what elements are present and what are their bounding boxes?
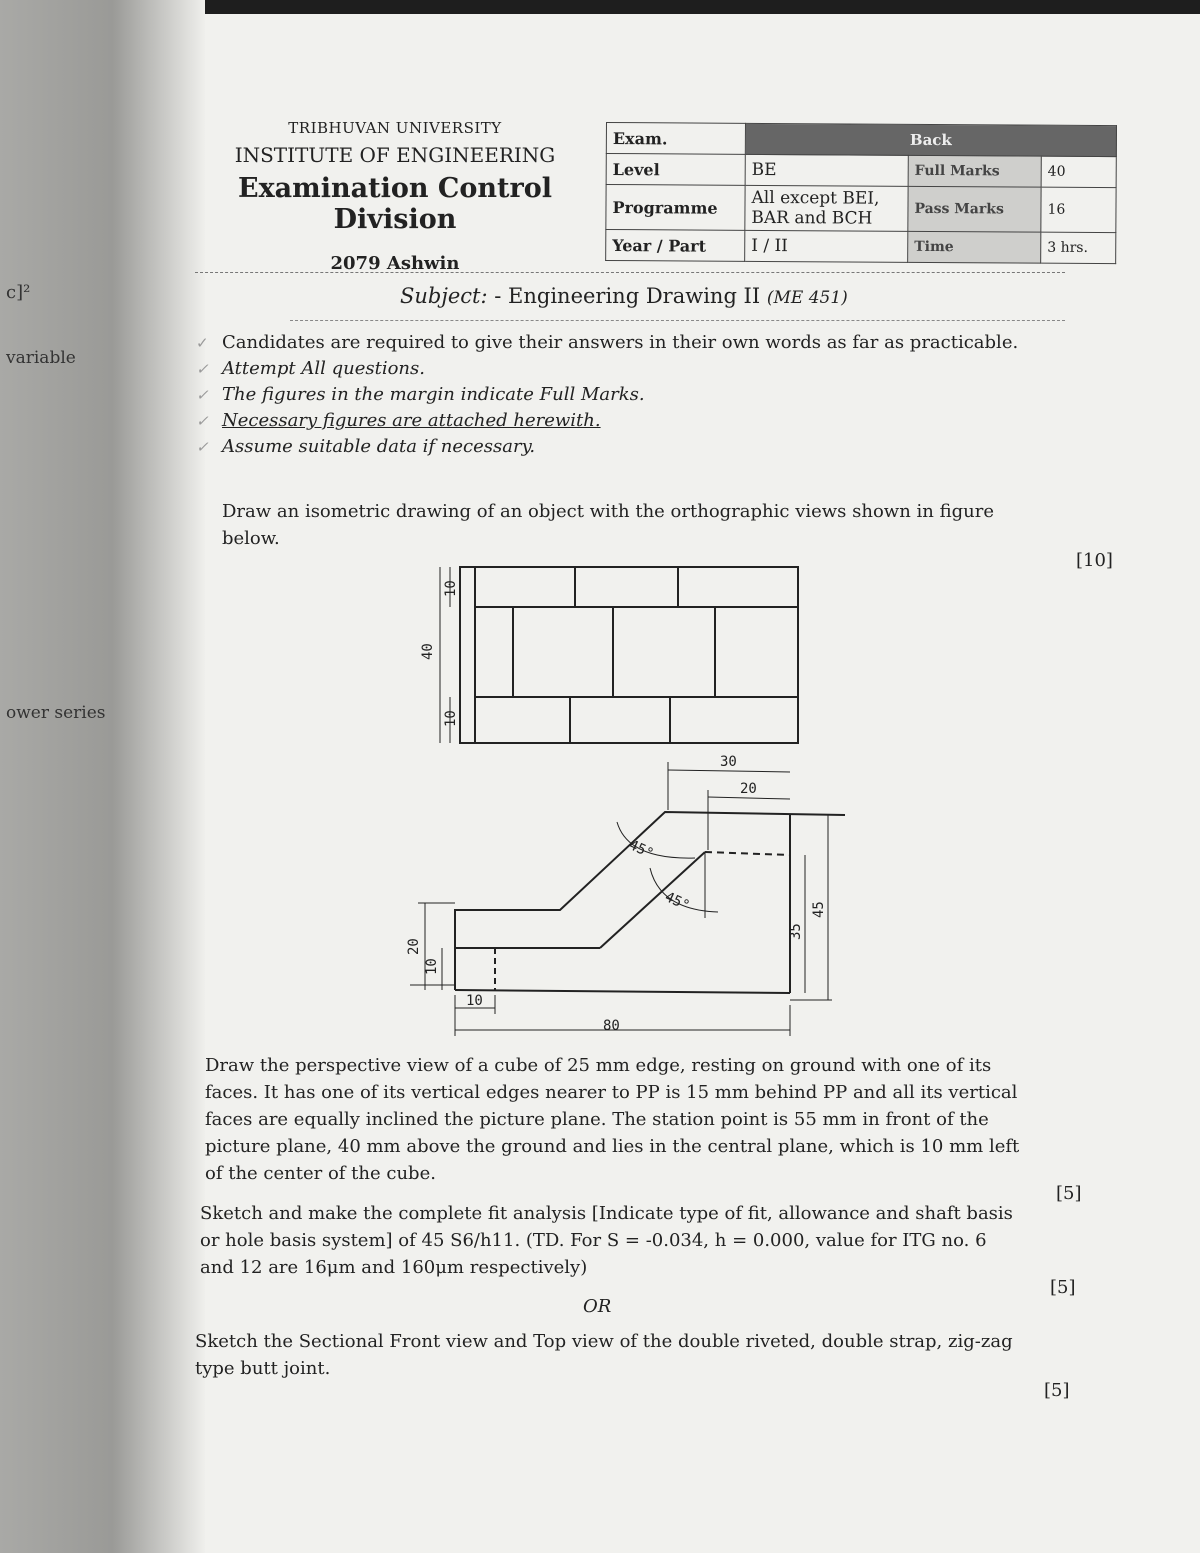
margin-fragment: c]² bbox=[6, 282, 31, 303]
instruction-item: ✓ Assume suitable data if necessary. bbox=[222, 434, 1042, 460]
year-part-value: I / II bbox=[745, 230, 908, 262]
dim-label: 30 bbox=[720, 754, 737, 770]
full-marks-label: Full Marks bbox=[908, 155, 1041, 187]
check-icon: ✓ bbox=[196, 334, 209, 352]
question-3: Sketch and make the complete fit analysis [Indicate type of fit, allowance and shaft basis or hole basis system] of 45 S6/h11. (TD. For S = -0.034, h = 0.000, value for ITG no. 6 and 12 are 16μm and 160μm respectively) bbox=[200, 1203, 1013, 1278]
exam-label: Exam. bbox=[606, 123, 745, 155]
dim-label: 45° bbox=[662, 889, 692, 915]
or-label: OR bbox=[583, 1296, 612, 1317]
check-icon: ✓ bbox=[196, 360, 209, 378]
margin-fragment: ower series bbox=[6, 703, 106, 723]
dim-label: 45 bbox=[811, 901, 827, 918]
question-1: Draw an isometric drawing of an object with the orthographic views shown in figure below. bbox=[222, 501, 994, 549]
question-3-alternative: Sketch the Sectional Front view and Top view of the double riveted, double strap, zig-zag type butt joint. bbox=[195, 1331, 1013, 1379]
exam-type: Back bbox=[745, 123, 1116, 156]
pass-marks-value: 16 bbox=[1041, 187, 1116, 232]
check-icon: ✓ bbox=[196, 386, 209, 404]
level-value: BE bbox=[745, 154, 908, 186]
check-icon: ✓ bbox=[196, 438, 209, 456]
level-label: Level bbox=[606, 154, 745, 186]
instruction-item: ✓ Attempt All questions. bbox=[222, 356, 1042, 382]
subject-prefix: Subject: bbox=[400, 284, 488, 308]
instruction-item: ✓ Candidates are required to give their answers in their own words as far as practicable. bbox=[222, 330, 1042, 356]
full-marks-value: 40 bbox=[1041, 156, 1116, 187]
dim-label: 80 bbox=[603, 1018, 620, 1034]
subject-code: (ME 451) bbox=[766, 288, 848, 308]
dim-label: 20 bbox=[406, 938, 422, 955]
instruction-item: ✓ The figures in the margin indicate Full Marks. bbox=[222, 382, 1042, 408]
instruction-item: ✓ Necessary figures are attached herewith. bbox=[222, 408, 1042, 434]
dimension-line bbox=[708, 797, 790, 799]
subject-name: - Engineering Drawing II bbox=[494, 284, 761, 308]
dim-label: 10 bbox=[424, 958, 440, 975]
dim-label: 10 bbox=[443, 580, 459, 597]
division-name: Examination Control Division bbox=[238, 173, 552, 235]
dim-label: 10 bbox=[443, 710, 459, 727]
dim-label: 40 bbox=[420, 643, 436, 660]
institute-name: INSTITUTE OF ENGINEERING bbox=[234, 143, 556, 167]
university-name: TRIBHUVAN UNIVERSITY bbox=[288, 119, 502, 137]
dim-label: 35 bbox=[788, 923, 804, 940]
exam-date: 2079 Ashwin bbox=[330, 253, 460, 274]
check-icon: ✓ bbox=[196, 412, 209, 430]
year-part-label: Year / Part bbox=[606, 230, 745, 262]
pass-marks-label: Pass Marks bbox=[908, 186, 1041, 232]
dim-label: 10 bbox=[466, 993, 483, 1009]
question-2-marks: [5] bbox=[1056, 1183, 1082, 1204]
front-view-base bbox=[455, 990, 790, 993]
dimension-line bbox=[668, 770, 790, 772]
question-2: Draw the perspective view of a cube of 25 mm edge, resting on ground with one of its faces. It has one of its vertical edges nearer to PP is 15 mm behind PP and all its vertical faces are equally inclined the picture plane. The station point is 55 mm in front of the picture plane, 40 mm above the ground and lies in the central plane, which is 10 mm left of the center of the cube. bbox=[205, 1055, 1020, 1184]
top-view bbox=[440, 567, 798, 743]
programme-value-line: All except BEI, bbox=[751, 187, 880, 209]
margin-fragment: variable bbox=[6, 348, 76, 368]
question-1-marks: [10] bbox=[1076, 550, 1113, 571]
programme-value-line: BAR and BCH bbox=[751, 207, 873, 229]
hidden-line bbox=[705, 852, 790, 855]
programme-label: Programme bbox=[606, 185, 745, 231]
top-view-outline bbox=[460, 567, 798, 743]
time-label: Time bbox=[908, 231, 1041, 263]
dim-label: 45° bbox=[626, 837, 656, 863]
question-3-alternative-marks: [5] bbox=[1044, 1380, 1070, 1401]
question-3-marks: [5] bbox=[1050, 1277, 1076, 1298]
time-value: 3 hrs. bbox=[1041, 232, 1116, 263]
dim-label: 20 bbox=[740, 781, 757, 797]
